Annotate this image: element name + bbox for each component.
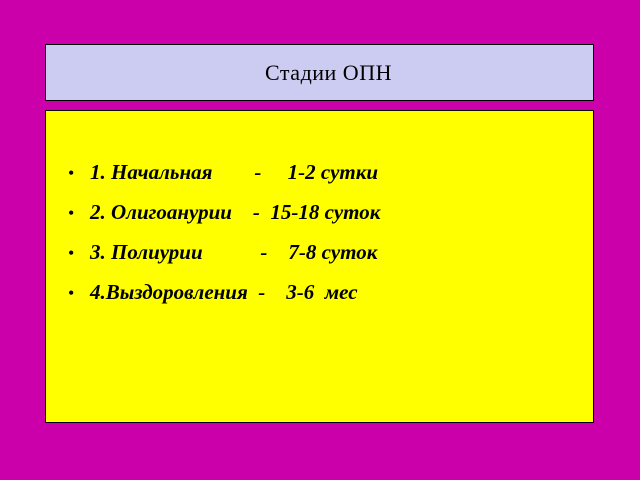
bullet-list: [46, 161, 593, 303]
list-item: [46, 201, 593, 223]
title-placeholder: [45, 44, 594, 101]
list-item: [46, 281, 593, 303]
bullet-icon: •: [68, 203, 75, 224]
bullet-icon: •: [68, 283, 75, 304]
list-item: [46, 161, 593, 183]
list-item-label: 2. Олигоанурии - 15-18 суток: [90, 200, 381, 225]
content-placeholder: [45, 110, 594, 423]
list-item-label: 4.Выздоровления - 3-6 мес: [90, 280, 358, 305]
page-title: Стадии ОПН: [265, 59, 392, 85]
bullet-icon: •: [68, 243, 75, 264]
bullet-icon: •: [68, 163, 75, 183]
list-item-label: 3. Полиурии - 7-8 суток: [90, 240, 378, 265]
list-item: [46, 241, 593, 263]
list-item-label: 1. Начальная - 1-2 сутки: [90, 160, 379, 184]
